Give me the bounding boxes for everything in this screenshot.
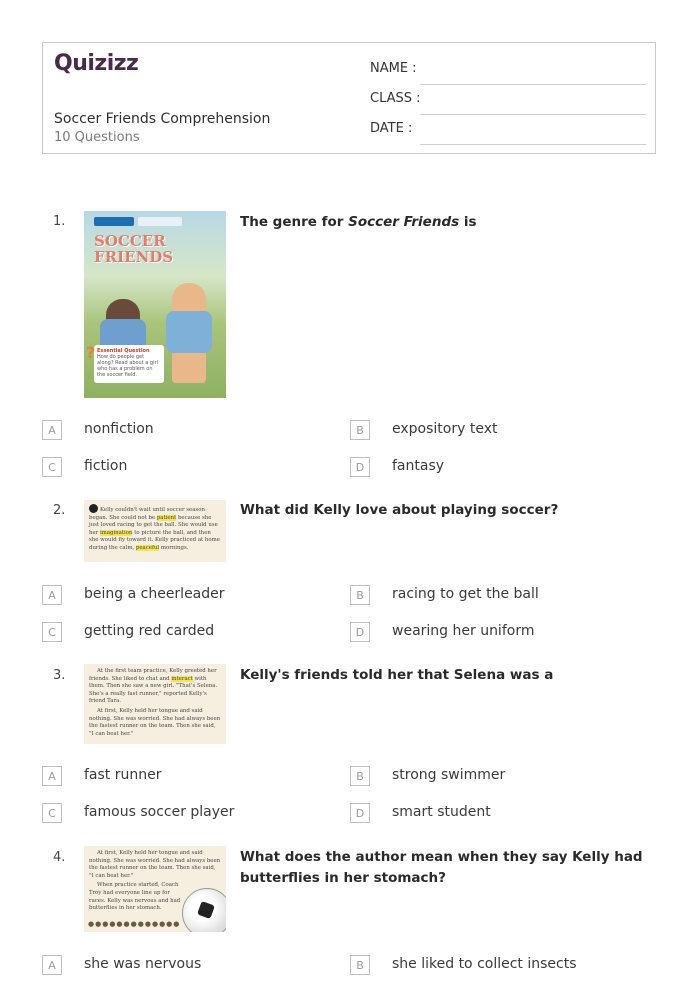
option-text: getting red carded xyxy=(84,623,215,639)
name-field[interactable] xyxy=(370,61,646,81)
book-cover-image xyxy=(84,211,226,398)
option-letter: C xyxy=(42,803,62,823)
question-number: 2. xyxy=(53,503,66,518)
option-text: wearing her uniform xyxy=(392,623,535,639)
question-number: 1. xyxy=(53,214,66,229)
highlighted-word: patient xyxy=(156,514,177,521)
essential-question-text: How do people get along? Read about a girl who has a problem on the soccer field. xyxy=(97,354,158,378)
essential-question-heading: Essential Question xyxy=(97,348,150,354)
option-text: she liked to collect insects xyxy=(392,956,577,972)
option-letter: B xyxy=(350,766,370,786)
passage-image xyxy=(84,846,226,932)
passage-text: to picture the ball, and then she would fly toward it. Kelly practiced at home during the calm, xyxy=(89,529,220,551)
question-count: 10 Questions xyxy=(54,130,140,145)
date-line xyxy=(420,144,646,145)
quizizz-logo: Quizizz xyxy=(54,51,139,76)
passage-image xyxy=(84,500,226,562)
highlighted-word: interact xyxy=(171,675,193,682)
option-letter: B xyxy=(350,585,370,605)
highlighted-word: peaceful xyxy=(135,544,160,551)
option-text: expository text xyxy=(392,421,498,437)
option-text: nonfiction xyxy=(84,421,154,437)
passage-paragraph xyxy=(89,668,221,706)
passage-text: mornings. xyxy=(159,544,189,551)
question-number: 3. xyxy=(53,668,66,683)
question-text xyxy=(240,212,660,233)
worksheet-title: Soccer Friends Comprehension xyxy=(54,111,271,127)
question-text: What does the author mean when they say Kelly had butterflies in her stomach? xyxy=(240,849,643,886)
option-letter: A xyxy=(42,955,62,975)
passage-paragraph: At first, Kelly held her tongue and said nothing. She was worried. She had always been the fastest runner on the team. Then she said, "I can beat her." xyxy=(89,850,221,879)
cover-title: SOCCER FRIENDS xyxy=(94,232,174,266)
option-text: smart student xyxy=(392,804,491,820)
option-letter: D xyxy=(350,457,370,477)
option-letter: C xyxy=(42,457,62,477)
option-text: being a cheerleader xyxy=(84,586,225,602)
option-text: fast runner xyxy=(84,767,162,783)
character-selena-shirt xyxy=(166,311,212,353)
option-letter: B xyxy=(350,420,370,440)
question-number: 4. xyxy=(53,850,66,865)
option-text: she was nervous xyxy=(84,956,202,972)
question-text: Kelly's friends told her that Selena was a xyxy=(240,667,554,683)
option-text: famous soccer player xyxy=(84,804,235,820)
option-letter: A xyxy=(42,420,62,440)
essential-question-box xyxy=(94,345,164,383)
cover-genre-tag xyxy=(138,217,182,226)
speaker-icon xyxy=(89,504,98,513)
highlighted-word: imagination xyxy=(99,529,133,536)
option-letter: D xyxy=(350,622,370,642)
page-dots: ●●●●●●●●●●●●● xyxy=(88,920,181,929)
class-label: CLASS : xyxy=(370,91,421,106)
passage-text: with them. Then she saw a new girl. "That's Selena. She's a really fast runner," reported Kelly's friend Tara. xyxy=(89,675,218,705)
option-letter: C xyxy=(42,622,62,642)
question-text-end: is xyxy=(459,214,477,230)
option-text: strong swimmer xyxy=(392,767,506,783)
book-title-emphasis: Soccer Friends xyxy=(348,214,460,230)
question-text: What did Kelly love about playing soccer? xyxy=(240,502,559,518)
class-field[interactable] xyxy=(370,91,646,111)
question-mark-icon: ? xyxy=(86,343,96,362)
passage-text: because she just loved racing to get the ball. She would use her xyxy=(89,514,218,536)
passage-paragraph: At first, Kelly held her tongue and said nothing. She was worried. She had always been the fastest runner on the team. Then she said, "I can beat her." xyxy=(89,707,221,737)
option-text: fiction xyxy=(84,458,128,474)
passage-text: Kelly couldn't wait until soccer season began. She could not be xyxy=(89,507,205,521)
option-letter: D xyxy=(350,803,370,823)
name-label: NAME : xyxy=(370,61,417,76)
date-label: DATE : xyxy=(370,121,413,136)
passage-paragraph: When practice started, Coach Troy had everyone line up for races. Kelly was nervous and had butterflies in her stomach. xyxy=(89,882,181,912)
worksheet-header xyxy=(42,42,656,154)
soccer-ball-image xyxy=(182,888,226,932)
date-field[interactable] xyxy=(370,121,646,141)
cover-tag xyxy=(94,217,134,226)
passage-text: At the first team practice, Kelly greeted her friends. She liked to chat and xyxy=(89,668,217,682)
passage-image xyxy=(84,664,226,744)
class-line xyxy=(420,114,646,115)
option-text: racing to get the ball xyxy=(392,586,539,602)
option-letter: A xyxy=(42,766,62,786)
name-line xyxy=(420,84,646,85)
option-text: fantasy xyxy=(392,458,445,474)
option-letter: A xyxy=(42,585,62,605)
option-letter: B xyxy=(350,955,370,975)
question-text-start: The genre for xyxy=(240,214,349,230)
